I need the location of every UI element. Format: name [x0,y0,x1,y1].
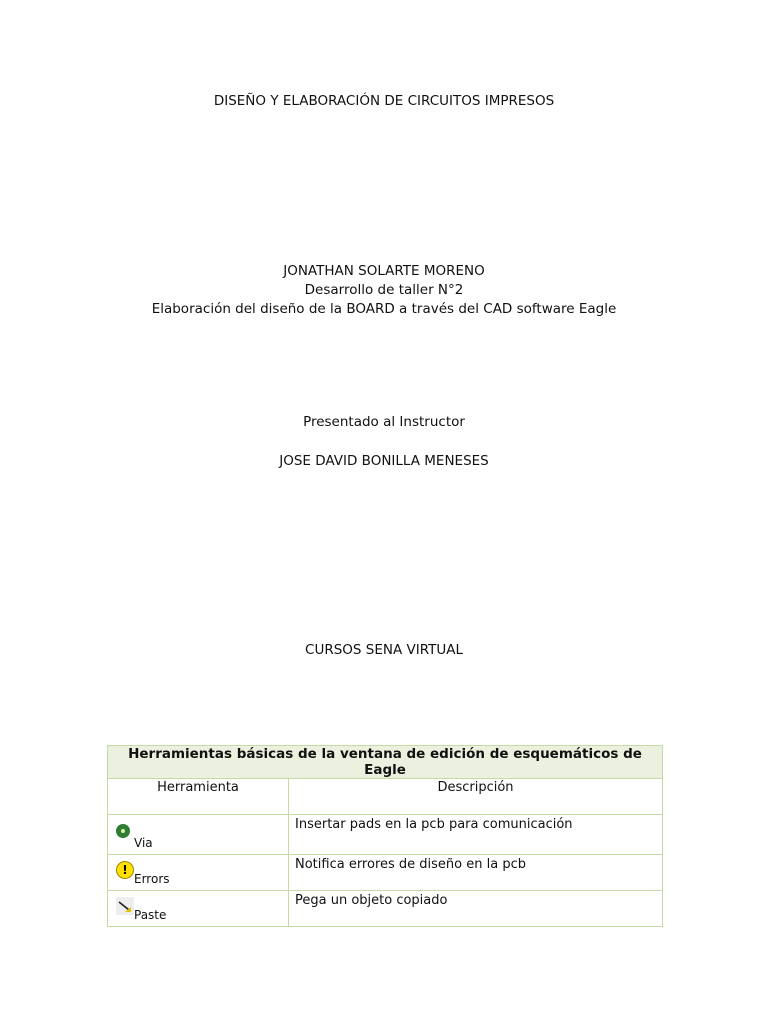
tool-cell [108,891,289,927]
table-row [108,855,663,891]
tool-cell [108,815,289,855]
tool-cell [108,855,289,891]
header-tool: Herramienta [108,779,289,815]
subject-line: Elaboración del diseño de la BOARD a través del CAD software Eagle [151,301,617,317]
author-name: JONATHAN SOLARTE MORENO [283,263,485,279]
description-cell: Insertar pads en la pcb para comunicación [289,815,663,855]
document-title: DISEÑO Y ELABORACIÓN DE CIRCUITOS IMPRESOS [213,93,555,109]
presented-to: Presentado al Instructor [303,414,465,430]
via-icon [116,824,130,838]
table-row [108,891,663,927]
table-header-row [108,779,663,815]
table-row [108,815,663,855]
description-cell: Notifica errores de diseño en la pcb [289,855,663,891]
instructor-name: JOSE DAVID BONILLA MENESES [279,453,489,469]
table-caption: Herramientas básicas de la ventana de edición de esquemáticos de Eagle [108,746,663,779]
assignment-line: Desarrollo de taller N°2 [304,282,464,298]
tools-table [107,745,663,927]
institution-line: CURSOS SENA VIRTUAL [305,642,463,658]
table-caption-row [108,746,663,779]
description-cell: Pega un objeto copiado [289,891,663,927]
paste-icon [116,897,134,915]
tool-name: Via [134,836,153,850]
tool-name: Paste [134,908,167,922]
errors-icon: ! [116,861,134,879]
tool-name: Errors [134,872,170,886]
header-description: Descripción [289,779,663,815]
